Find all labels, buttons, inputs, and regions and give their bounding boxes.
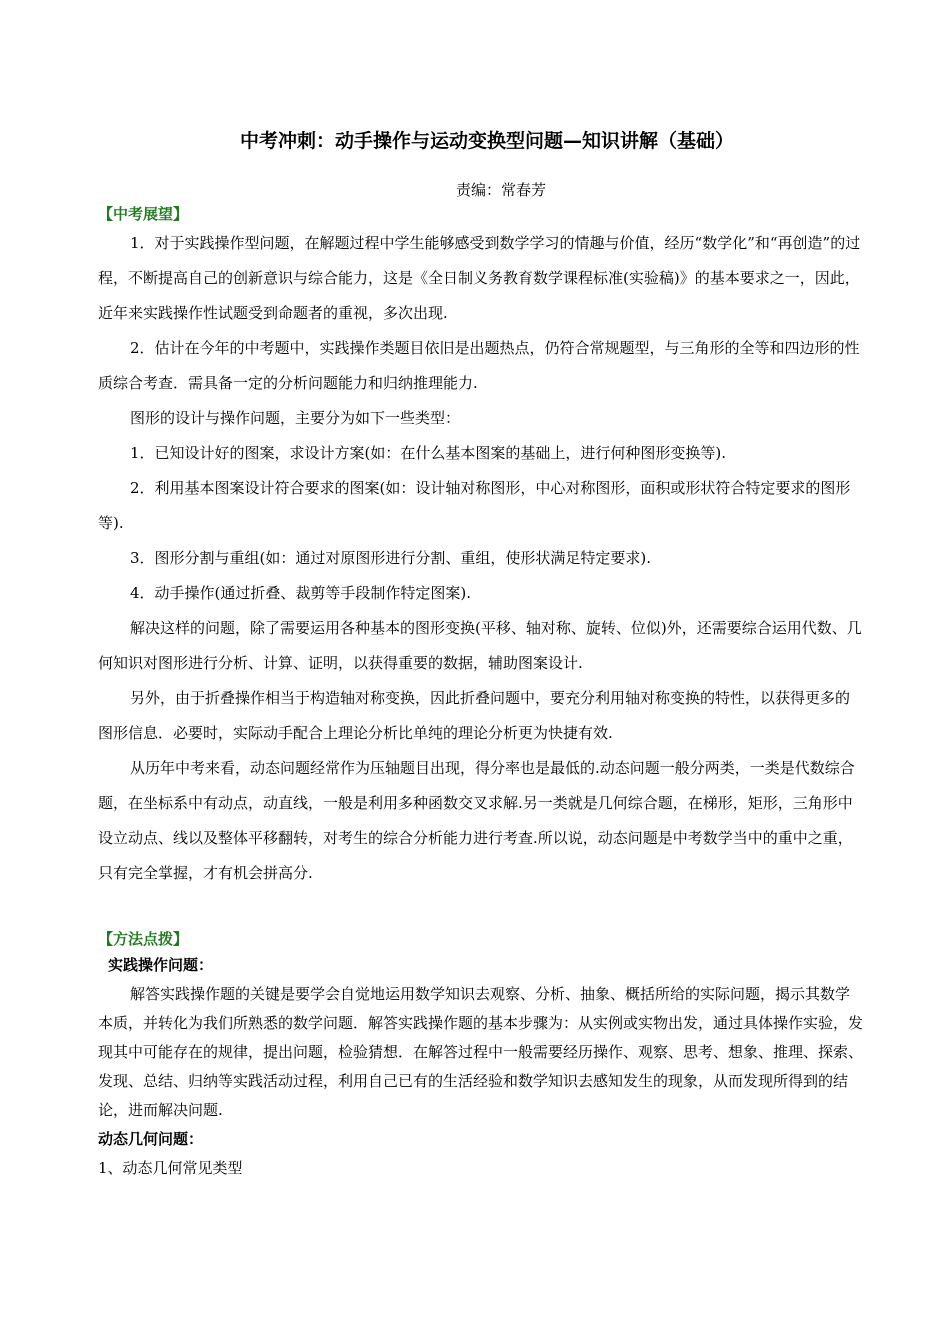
- paragraph: 2．利用基本图案设计符合要求的图案(如：设计轴对称图形，中心对称图形，面积或形状符合特定要求的图形等).: [98, 479, 851, 532]
- paragraph: 1．已知设计好的图案，求设计方案(如：在什么基本图案的基础上，进行何种图形变换等).: [130, 444, 727, 462]
- paragraph: 3．图形分割与重组(如：通过对原图形进行分割、重组，使形状满足特定要求).: [130, 549, 652, 567]
- paragraph: 图形的设计与操作问题，主要分为如下一些类型：: [130, 409, 461, 427]
- list-item: 1、动态几何常见类型: [98, 1159, 243, 1177]
- document-page: [98, 124, 864, 1183]
- editor-credit: 责编：常春芳: [455, 181, 546, 199]
- subheading-dynamic-geometry: 动态几何问题：: [98, 1130, 204, 1148]
- paragraph: 从历年中考来看，动态问题经常作为压轴题目出现，得分率也是最低的.动态问题一般分两类，一类是代数综合题，在坐标系中有动点，动直线，一般是利用多种函数交叉求解.另一类就是几何综合题，在梯形，矩形，三角形中设立动点、线以及整体平移翻转，对考生的综合分析能力进行考查.所以说，动态问题是中考数学当中的重中之重，只有完全掌握，才有机会拼高分.: [98, 759, 855, 882]
- paragraph: 解答实践操作题的关键是要学会自觉地运用数学知识去观察、分析、抽象、概括所给的实际问题，揭示其数学本质，并转化为我们所熟悉的数学问题．解答实践操作题的基本步骤为：从实例或实物出发，通过具体操作实验，发现其中可能存在的规律，提出问题，检验猜想．在解答过程中一般需要经历操作、观察、思考、想象、推理、探索、发现、总结、归纳等实践活动过程，利用自己已有的生活经验和数学知识去感知发生的现象，从而发现所得到的结论，进而解决问题.: [98, 985, 864, 1119]
- paragraph: 解决这样的问题，除了需要运用各种基本的图形变换(平移、轴对称、旋转、位似)外，还需要综合运用代数、几何知识对图形进行分析、计算、证明，以获得重要的数据，辅助图案设计.: [98, 619, 862, 672]
- paragraph: 1．对于实践操作型问题，在解题过程中学生能够感受到数学学习的情趣与价值，经历“数学化”和“再创造”的过程，不断提高自己的创新意识与综合能力，这是《全日制义务教育数学课程标准(实验稿)》的基本要求之一，因此，近年来实践操作性试题受到命题者的重视，多次出现.: [98, 234, 861, 322]
- section-heading-methods: 【方法点拨】: [98, 930, 189, 948]
- subheading-practice-problems: 实践操作问题：: [108, 956, 214, 974]
- paragraph: 另外，由于折叠操作相当于构造轴对称变换，因此折叠问题中，要充分利用轴对称变换的特性，以获得更多的图形信息．必要时，实际动手配合上理论分析比单纯的理论分析更为快捷有效.: [98, 689, 851, 742]
- document-title: 中考冲刺：动手操作与运动变换型问题—知识讲解（基础）: [239, 130, 734, 152]
- paragraph: 4．动手操作(通过折叠、裁剪等手段制作特定图案).: [130, 584, 472, 602]
- section-spacer: [98, 891, 864, 927]
- section-heading-outlook: 【中考展望】: [98, 205, 189, 223]
- paragraph: 2．估计在今年的中考题中，实践操作类题目依旧是出题热点，仍符合常规题型，与三角形的全等和四边形的性质综合考查．需具备一定的分析问题能力和归纳推理能力.: [98, 339, 860, 392]
